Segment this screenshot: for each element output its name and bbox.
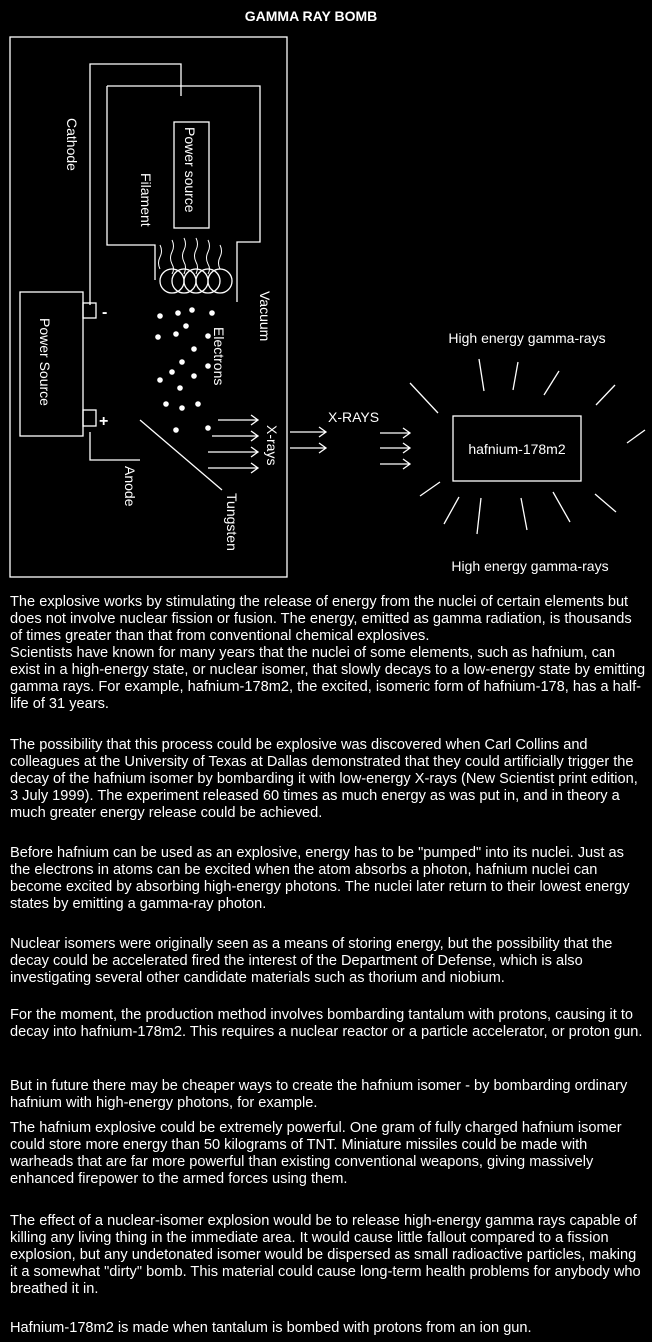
gamma-rays-top-label: High energy gamma-rays <box>448 330 606 346</box>
plus-label: + <box>99 413 109 430</box>
gamma-ray-line <box>479 359 484 391</box>
tungsten-label: Tungsten <box>224 493 240 551</box>
electron <box>209 310 215 316</box>
negative-terminal <box>83 303 96 318</box>
gamma-ray-line <box>553 492 570 522</box>
electron <box>179 359 185 365</box>
gamma-ray-line <box>544 371 559 395</box>
xray-arrows-right <box>380 428 410 469</box>
xray-arrow <box>380 443 410 453</box>
filament-coil <box>160 269 232 293</box>
positive-terminal <box>83 410 96 426</box>
gamma-rays-bottom-label: High energy gamma-rays <box>451 558 609 574</box>
paragraph: Nuclear isomers were originally seen as a means of storing energy, but the possibility that the decay could be accelerated fired the interest of the Department of Defense, which is also investigating several other candidate materials such as thorium and niobium. <box>10 936 613 986</box>
anode-label: Anode <box>122 466 138 507</box>
xray-arrow <box>290 427 326 437</box>
paragraph: Scientists have known for many years that the nuclei of some elements, such as hafnium, can exist in a high-energy state, or nuclear isomer, that slowly decays to a low-energy state by emitting gamma rays. For example, hafnium-178m2, the excited, isomeric form of hafnium-178, has a half-life of 31 years. <box>10 645 646 712</box>
electron <box>157 313 163 319</box>
xray-arrow <box>380 459 410 469</box>
xray-arrows-left <box>208 415 258 473</box>
paragraph: The effect of a nuclear-isomer explosion would be to release high-energy gamma rays capable of killing any living thing in the immediate area. It would cause little fallout compared to a fission explosion, but any undetonated isomer would be dispersed as small radioactive particles, making it a somewhat "dirty" bomb. This material could cause long-term health problems for anybody who breathed it in. <box>10 1213 641 1297</box>
electrons-label: Electrons <box>211 327 227 386</box>
paragraph: The possibility that this process could be explosive was discovered when Carl Collins and colleagues at the University of Texas at Dallas demonstrated that they could artificially trigger the decay of the hafnium isomer by bombarding it with low-energy X-rays (New Scientist print edition, 3 July 1999). The experiment released 60 times as much energy as was put in, and in theory a much greater energy release could be achieved. <box>10 737 638 821</box>
electron <box>195 401 201 407</box>
electron <box>157 377 163 383</box>
electron <box>173 427 179 433</box>
xray-arrow <box>380 428 410 438</box>
gamma-ray-line <box>595 494 616 512</box>
electron <box>173 331 179 337</box>
paragraph: The explosive works by stimulating the release of energy from the nuclei of certain elements but does not involve nuclear fission or fusion. The energy, emitted as gamma radiation, is thousands of times greater than that from conventional chemical explosives. <box>10 594 632 644</box>
gamma-ray-line <box>477 498 481 534</box>
paragraph: Hafnium-178m2 is made when tantalum is bombed with protons from an ion gun. <box>10 1320 532 1336</box>
electron <box>189 307 195 313</box>
electron <box>175 310 181 316</box>
electron <box>191 346 197 352</box>
cathode-wire <box>90 64 181 305</box>
xray-arrow <box>208 463 258 473</box>
filament-label: Filament <box>138 173 154 227</box>
electron <box>205 333 211 339</box>
left-power-source-label: Power Source <box>37 318 53 406</box>
cathode-label: Cathode <box>64 118 80 171</box>
filament-wires <box>159 238 222 274</box>
xrays-horizontal-label: X-RAYS <box>328 409 380 425</box>
minus-label: - <box>102 304 108 321</box>
gamma-ray-line <box>410 383 438 413</box>
gamma-ray-line <box>596 385 615 405</box>
xray-arrow <box>290 443 326 453</box>
device-outline <box>10 37 287 577</box>
gamma-ray-line <box>513 362 518 390</box>
paragraph: But in future there may be cheaper ways to create the hafnium isomer - by bombarding ordinary hafnium with high-energy photons, for example. <box>10 1078 628 1111</box>
electron <box>205 425 211 431</box>
gamma-ray-line <box>420 482 440 496</box>
gamma-ray-line <box>521 498 527 530</box>
xray-arrow <box>218 415 258 425</box>
vacuum-label: Vacuum <box>257 291 273 342</box>
gamma-ray-line <box>444 497 459 524</box>
electrons <box>155 307 215 433</box>
electron <box>169 369 175 375</box>
tungsten-plate <box>140 420 222 490</box>
paragraph: The hafnium explosive could be extremely powerful. One gram of fully charged hafnium isomer could store more energy than 50 kilograms of TNT. Miniature missiles could be made with warheads that are far more powerful than existing conventional weapons, giving massively enhanced firepower to the armed forces using them. <box>10 1120 622 1187</box>
electron <box>179 405 185 411</box>
paragraph: Before hafnium can be used as an explosive, energy has to be "pumped" into its nuclei. Just as the electrons in atoms can be excited when the atom absorbs a photon, hafnium nuclei can become excited by absorbing high-energy photons. The nuclei later return to their lowest energy states by emitting a gamma-ray photon. <box>10 845 630 912</box>
hafnium-target-label: hafnium-178m2 <box>468 441 566 457</box>
electron <box>177 385 183 391</box>
diagram-title: GAMMA RAY BOMB <box>244 8 378 24</box>
electron <box>183 323 189 329</box>
gamma-ray-line <box>627 430 645 443</box>
electron <box>205 363 211 369</box>
electron <box>191 373 197 379</box>
electron <box>155 334 161 340</box>
anode-wire <box>90 432 140 460</box>
electron <box>163 401 169 407</box>
xray-arrow <box>212 431 258 441</box>
paragraph: For the moment, the production method involves bombarding tantalum with protons, causing it to decay into hafnium-178m2. This requires a nuclear reactor or a particle accelerator, or proton gun. <box>10 1007 643 1040</box>
xray-arrow <box>208 447 258 457</box>
top-power-source-label: Power source <box>182 127 198 213</box>
xrays-vertical-label: X-rays <box>264 425 280 466</box>
xray-arrows-middle <box>290 427 326 453</box>
gamma-ray-bomb-diagram <box>0 0 652 590</box>
